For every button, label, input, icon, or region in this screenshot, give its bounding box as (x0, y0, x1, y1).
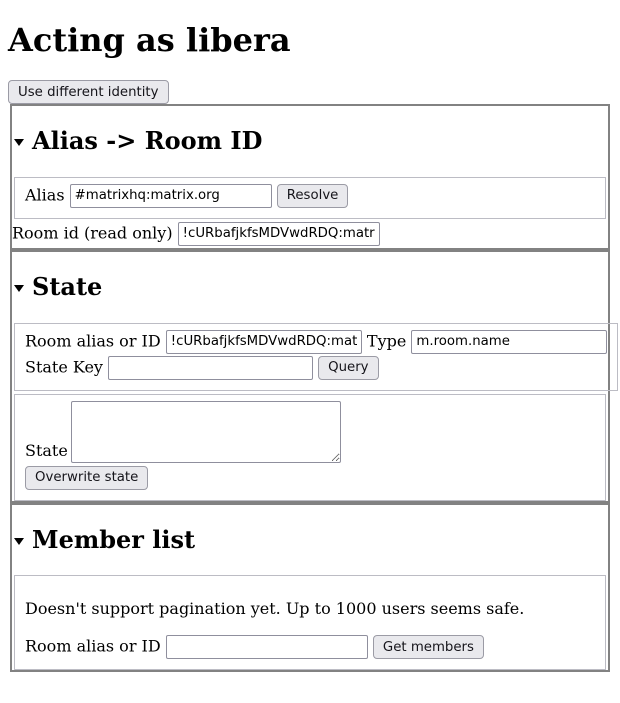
section-state (10, 250, 610, 503)
state-key-label: State Key (25, 357, 103, 377)
alias-row (25, 184, 595, 208)
state-textarea[interactable] (71, 401, 341, 463)
state-room-input[interactable] (166, 330, 362, 354)
member-section-heading: Member list (32, 524, 196, 554)
get-members-button[interactable]: Get members (373, 635, 484, 659)
member-details (12, 505, 608, 671)
room-id-label: Room id (read only) (12, 223, 173, 243)
use-different-identity-button[interactable]: Use different identity (8, 80, 169, 104)
state-key-row (25, 356, 607, 380)
member-room-row (25, 635, 595, 659)
alias-section-heading: Alias -> Room ID (32, 126, 263, 155)
state-details (12, 252, 608, 501)
state-key-input[interactable] (108, 356, 313, 380)
state-section-heading: State (32, 271, 103, 301)
state-section-summary[interactable] (12, 252, 608, 323)
resolve-button[interactable]: Resolve (277, 184, 349, 208)
state-query-fieldset (14, 323, 618, 391)
page-title: Acting as libera (8, 21, 291, 59)
member-room-input[interactable] (166, 635, 368, 659)
state-type-label: Type (366, 331, 407, 351)
state-textarea-row (25, 401, 595, 463)
disclosure-triangle-icon (14, 139, 24, 146)
disclosure-triangle-icon (14, 285, 24, 292)
alias-input[interactable] (70, 184, 272, 208)
overwrite-state-button[interactable]: Overwrite state (25, 466, 148, 490)
disclosure-triangle-icon (14, 538, 24, 545)
section-member-list (10, 503, 610, 673)
alias-fieldset (14, 177, 606, 219)
state-room-type-row (25, 330, 607, 354)
overwrite-row (25, 466, 595, 490)
alias-label: Alias (25, 185, 65, 205)
alias-details (12, 106, 608, 246)
alias-section-summary[interactable] (12, 106, 608, 177)
member-fieldset (14, 575, 606, 670)
member-section-summary[interactable] (12, 505, 608, 576)
room-id-input[interactable] (178, 222, 380, 246)
query-button[interactable]: Query (318, 356, 378, 380)
member-room-label: Room alias or ID (25, 636, 161, 656)
room-id-row (12, 222, 608, 246)
state-type-input[interactable] (411, 330, 607, 354)
pagination-note: Doesn't support pagination yet. Up to 1000 users seems safe. (25, 599, 525, 619)
state-label: State (25, 440, 68, 460)
state-edit-fieldset (14, 394, 606, 501)
state-room-label: Room alias or ID (25, 331, 161, 351)
section-alias-to-room-id (10, 104, 610, 250)
